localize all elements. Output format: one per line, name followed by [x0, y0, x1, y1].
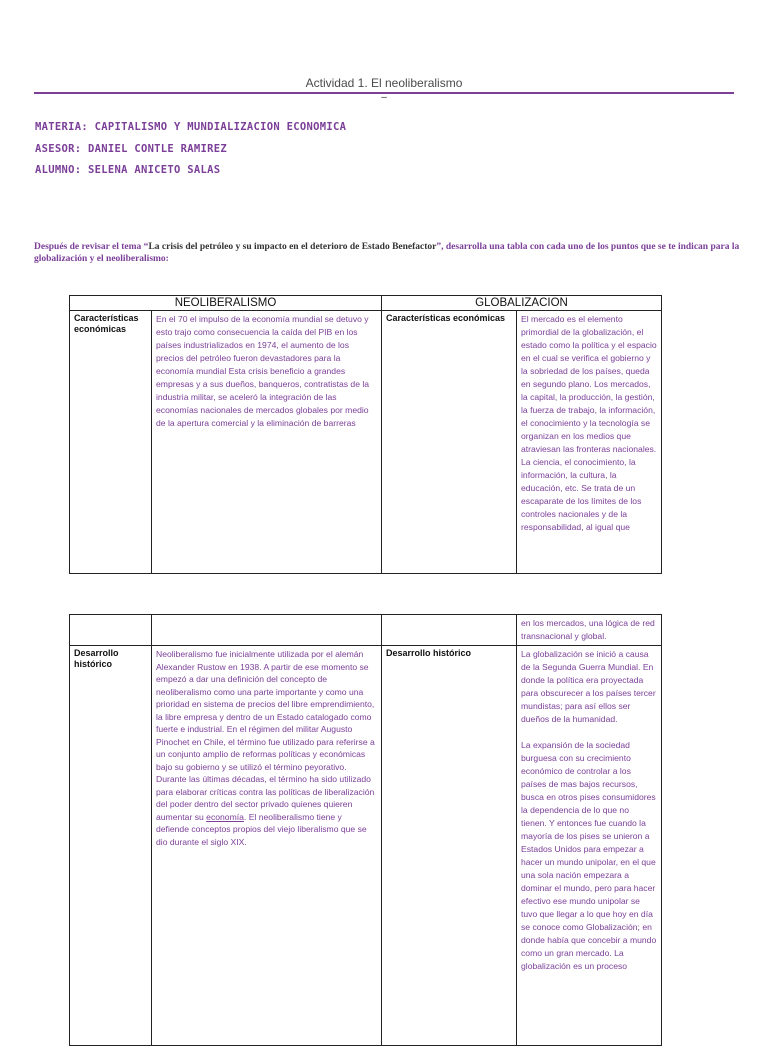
instructions-paragraph	[34, 241, 754, 265]
empty-cell	[152, 615, 382, 646]
table-row	[70, 646, 662, 1046]
asesor-line: ASESOR: DANIEL CONTLE RAMIREZ	[35, 143, 228, 155]
comparison-table-2	[69, 614, 662, 1046]
glob-desarrollo-paragraph-1: La globalización se inició a causa de la Segunda Guerra Mundial. En donde la política era proyectada para obscurecer a los países tercer mundistas; para así ellos ser dueños de la humanidad.	[521, 649, 656, 724]
table-header-row	[70, 296, 662, 311]
instructions-before: Después de revisar el tema “	[34, 242, 149, 252]
materia-line: MATERIA: CAPITALISMO Y MUNDIALIZACION ECONOMICA	[35, 121, 347, 133]
row-label-desarrollo-neo: Desarrollo histórico	[70, 646, 152, 1046]
neo-desarrollo-part-a: Neoliberalismo fue inicialmente utilizada por el alemán Alexander Rustow en 1938. A partir de ese momento se empezó a dar una definición del concepto de neoliberalismo como una parte importante y como una prioridad en sistema de precios del libre emprendimiento, la libre empresa y dentro de un Estado catalogado como fuerte e industrial. En el régimen del militar Augusto Pinochet en Chile, el término fue utilizado para referirse a un conjunto amplio de reformas políticas y económicas bajo su gobierno y se utilizó el término peyorativo. Durante las últimas décadas, el término ha sido utilizado para elaborar críticas contra las políticas de liberalización del poder dentro del sector privado quienes quieren aumentar su	[156, 649, 375, 822]
row-label-desarrollo-glob: Desarrollo histórico	[382, 646, 517, 1046]
neo-desarrollo-part-b: . El neoliberalismo tiene y defiende conceptos propios del viejo liberalismo que se dio durante el siglo XIX.	[156, 811, 367, 847]
document-title: Actividad 1. El neoliberalismo	[305, 76, 463, 90]
economia-link[interactable]: economía	[206, 811, 244, 822]
empty-cell	[382, 615, 517, 646]
neo-caracteristicas-text: En el 70 el impulso de la economía mundial se detuvo y esto trajo como consecuencia la caída del PIB en los países industrializados en 1974, el aumento de los precios del petróleo fueron devastadores para la economía mundial Esta crisis beneficio a grandes empresas y a sus dueños, banqueros, contratistas de la industria militar, se aceleró la integración de las economías nacionales de mercados globales por medio de la apertura comercial y la eliminación de barreras	[152, 311, 382, 574]
alumno-line: ALUMNO: SELENA ANICETO SALAS	[35, 164, 221, 176]
table-row	[70, 311, 662, 574]
header-globalizacion: GLOBALIZACION	[382, 296, 662, 311]
comparison-table-1	[69, 295, 662, 574]
empty-cell	[70, 615, 152, 646]
glob-caracteristicas-text: El mercado es el elemento primordial de la globalización, el estado como la política y el espacio en el cual se verifica el gobierno y la sobriedad de los países, queda en segundo plano. Los mercados, la capital, la producción, la gestión, la fuerza de trabajo, la información, el conocimiento y la tecnología se organizan en los medios que atraviesan las fronteras nacionales. La ciencia, el conocimiento, la información, la cultura, la educación, etc. Se trata de un escaparate de los límites de los controles nacionales y de la responsabilidad, al igual que	[517, 311, 662, 574]
row-label-caracteristicas-neo: Características económicas	[70, 311, 152, 574]
instructions-after: ”, desarrolla una tabla con cada uno de los puntos que se te indican para la globalización y el neoliberalismo:	[34, 242, 740, 264]
header-neoliberalismo: NEOLIBERALISMO	[70, 296, 382, 311]
glob-desarrollo-text	[517, 646, 662, 1046]
row-label-caracteristicas-glob: Características económicas	[382, 311, 517, 574]
instructions-topic: La crisis del petróleo y su impacto en el deterioro de Estado Benefactor	[148, 242, 437, 252]
neo-desarrollo-text	[152, 646, 382, 1046]
rule-mark: –	[381, 92, 387, 103]
glob-continuation-text: en los mercados, una lógica de red transnacional y global.	[517, 615, 662, 646]
glob-desarrollo-paragraph-2: La expansión de la sociedad burguesa con su crecimiento económico de controlar a los países de mas bajos recursos, busca en otros pises consumidores la dependencia de lo que no tienen. Y entonces fue cuando la mayoría de los pises se unieron a Estados Unidos para empezar a hacer un mundo unipolar, en el que una sola nación empezara a dominar el mundo, pero para hacer efectivo ese mundo unipolar se tuvo que llegar a lo que hoy en día se conoce como Globalización; en donde había que concebir a mundo como un gran mercado. La globalización es un proceso	[521, 740, 657, 971]
table-row	[70, 615, 662, 646]
